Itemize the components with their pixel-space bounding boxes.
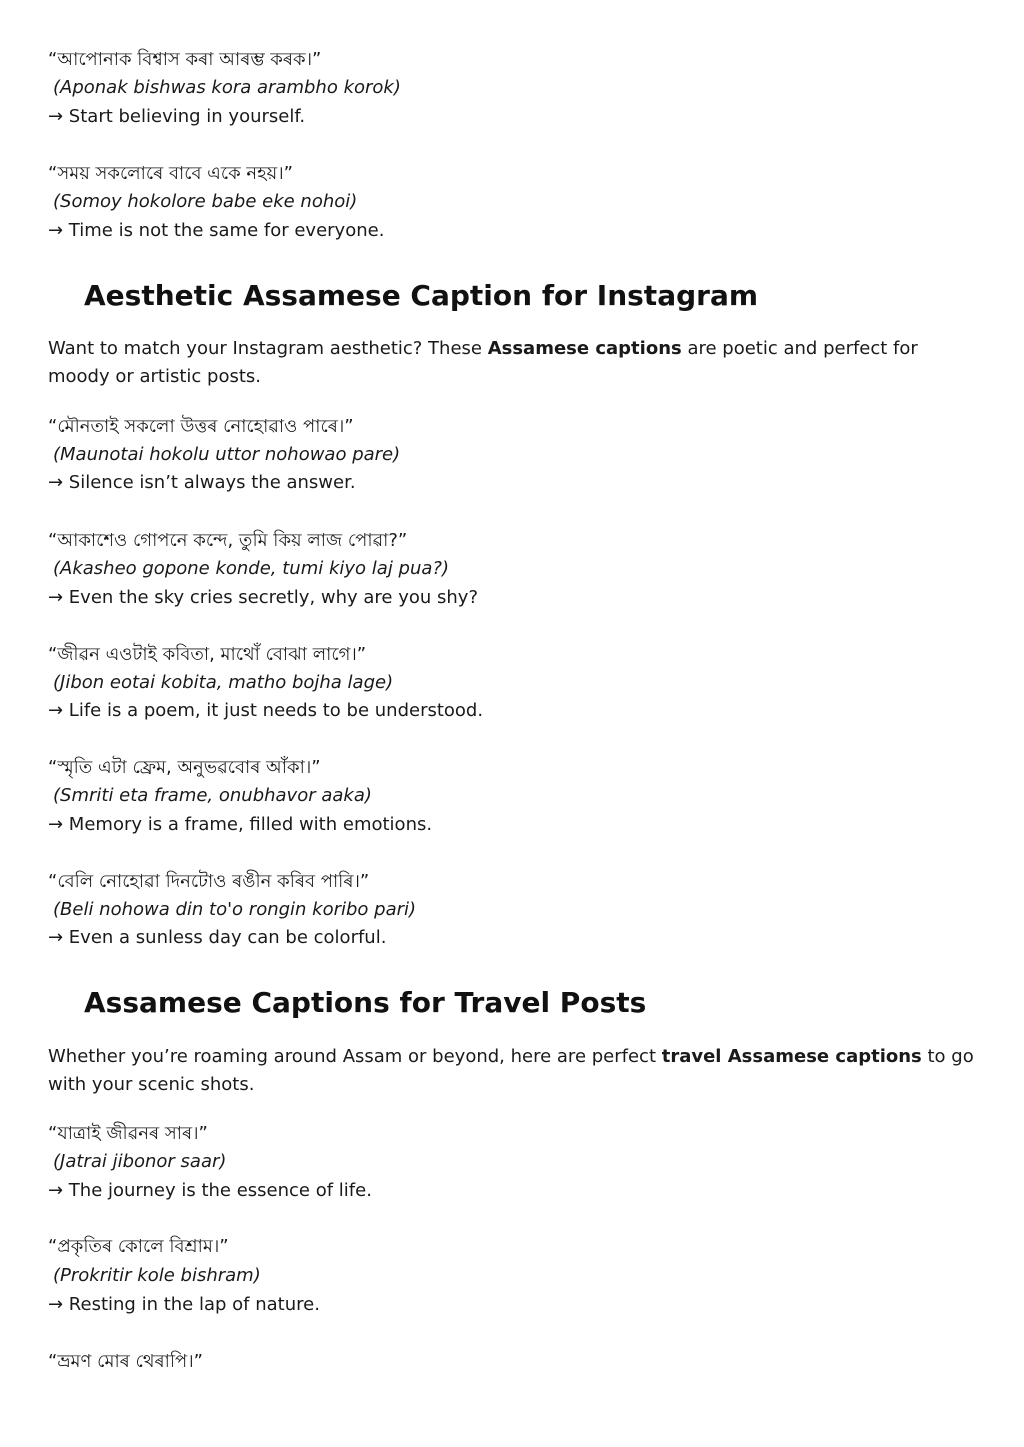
caption-meaning: → Even a sunless day can be colorful. (48, 927, 387, 948)
caption-meaning: → Start believing in yourself. (48, 106, 306, 127)
caption-assamese: “যাত্ৰাই জীৱনৰ সাৰ।” (48, 1123, 208, 1144)
section-heading-aesthetic: Aesthetic Assamese Caption for Instagram (84, 279, 759, 312)
caption-transliteration: (Beli nohowa din to'o rongin koribo pari) (53, 899, 417, 920)
caption-meaning: → Silence isn’t always the answer. (48, 472, 356, 493)
caption-assamese: “স্মৃতি এটা ফ্ৰেম, অনুভৱবোৰ আঁকা।” (48, 757, 321, 778)
caption-transliteration: (Akasheo gopone konde, tumi kiyo laj pua?) (53, 558, 449, 579)
caption-transliteration: (Prokritir kole bishram) (53, 1265, 261, 1286)
caption-transliteration: (Somoy hokolore babe eke nohoi) (53, 191, 358, 212)
caption-transliteration: (Smriti eta frame, onubhavor aaka) (53, 785, 372, 806)
section-intro-aesthetic: Want to match your Instagram aesthetic? These Assamese captions are poetic and perfect for moody or artistic posts. (48, 338, 918, 387)
section-intro-travel: Whether you’re roaming around Assam or beyond, here are perfect travel Assamese captions to go with your scenic shots. (48, 1046, 974, 1095)
caption-meaning: → Even the sky cries secretly, why are you shy? (48, 587, 479, 608)
caption-meaning: → Life is a poem, it just needs to be understood. (48, 700, 484, 721)
intro-bold-keyword: Assamese captions (487, 338, 682, 359)
caption-assamese: “আকাশেও গোপনে কন্দে, তুমি কিয় লাজ পোৱা?” (48, 530, 408, 551)
caption-assamese: “মৌনতাই সকলো উত্তৰ নোহোৱাও পাৰে।” (48, 416, 354, 437)
caption-meaning: → The journey is the essence of life. (48, 1180, 372, 1201)
caption-meaning: → Memory is a frame, filled with emotions. (48, 814, 433, 835)
caption-transliteration: (Aponak bishwas kora arambho korok) (53, 77, 401, 98)
caption-transliteration: (Maunotai hokolu uttor nohowao pare) (53, 444, 401, 465)
caption-transliteration: (Jatrai jibonor saar) (53, 1151, 227, 1172)
caption-assamese: “আপোনাক বিশ্বাস কৰা আৰম্ভ কৰক।” (48, 49, 322, 70)
section-heading-travel: Assamese Captions for Travel Posts (84, 986, 647, 1019)
caption-transliteration: (Jibon eotai kobita, matho bojha lage) (53, 672, 394, 693)
caption-assamese: “জীৱন এওটাই কবিতা, মাথোঁ বোঝা লাগে।” (48, 644, 367, 665)
caption-assamese: “প্ৰকৃতিৰ কোলে বিশ্ৰাম।” (48, 1236, 229, 1257)
caption-assamese: “ভ্ৰমণ মোৰ থেৰাপি।” (48, 1351, 203, 1372)
intro-bold-keyword: travel Assamese captions (661, 1046, 922, 1067)
caption-assamese: “সময় সকলোৰে বাবে একে নহয়।” (48, 163, 293, 184)
caption-meaning: → Resting in the lap of nature. (48, 1294, 320, 1315)
caption-meaning: → Time is not the same for everyone. (48, 220, 385, 241)
caption-assamese: “বেলি নোহোৱা দিনটোও ৰঙীন কৰিব পাৰি।” (48, 871, 370, 892)
